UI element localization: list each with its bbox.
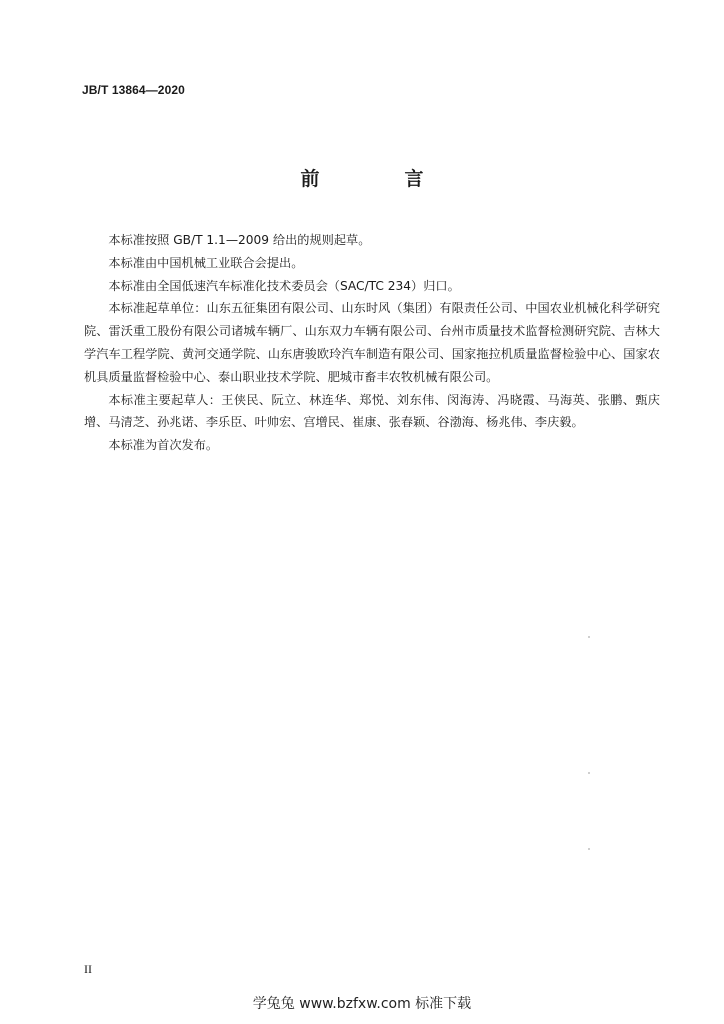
- paragraph-drafting-rules: 本标准按照 GB/T 1.1—2009 给出的规则起草。: [108, 233, 371, 247]
- page-number: II: [84, 962, 92, 976]
- scan-speck: [588, 772, 590, 774]
- paragraph-under-jurisdiction: 本标准由全国低速汽车标准化技术委员会（SAC/TC 234）归口。: [108, 278, 460, 293]
- scan-speck: [588, 848, 590, 850]
- standard-code: JB/T 13864—2020: [82, 83, 185, 97]
- paragraph-proposed-by: 本标准由中国机械工业联合会提出。: [108, 255, 304, 270]
- paragraph-main-drafters: 本标准主要起草人：王侠民、阮立、林连华、郑悦、刘东伟、闵海涛、冯晓霞、马海英、张鹏、甄庆增、马清芝、孙兆诺、李乐臣、叶帅宏、宫增民、崔康、张春颖、谷渤海、杨兆伟、李庆毅。: [84, 392, 660, 430]
- page-title: 前 言: [300, 168, 457, 190]
- foreword-body: [84, 229, 660, 457]
- paragraph-drafting-organizations: 本标准起草单位：山东五征集团有限公司、山东时风（集团）有限责任公司、中国农业机械化科学研究院、雷沃重工股份有限公司诸城车辆厂、山东双力车辆有限公司、台州市质量技术监督检测研究院、吉林大学汽车工程学院、黄河交通学院、山东唐骏欧玲汽车制造有限公司、国家拖拉机质量监督检验中心、国家农机具质量监督检验中心、泰山职业技术学院、肥城市畜丰农牧机械有限公司。: [84, 301, 660, 384]
- paragraph-first-release: 本标准为首次发布。: [108, 438, 219, 453]
- site-watermark: 学兔兔 www.bzfxw.com 标准下载: [252, 996, 472, 1012]
- scan-speck: [588, 636, 590, 638]
